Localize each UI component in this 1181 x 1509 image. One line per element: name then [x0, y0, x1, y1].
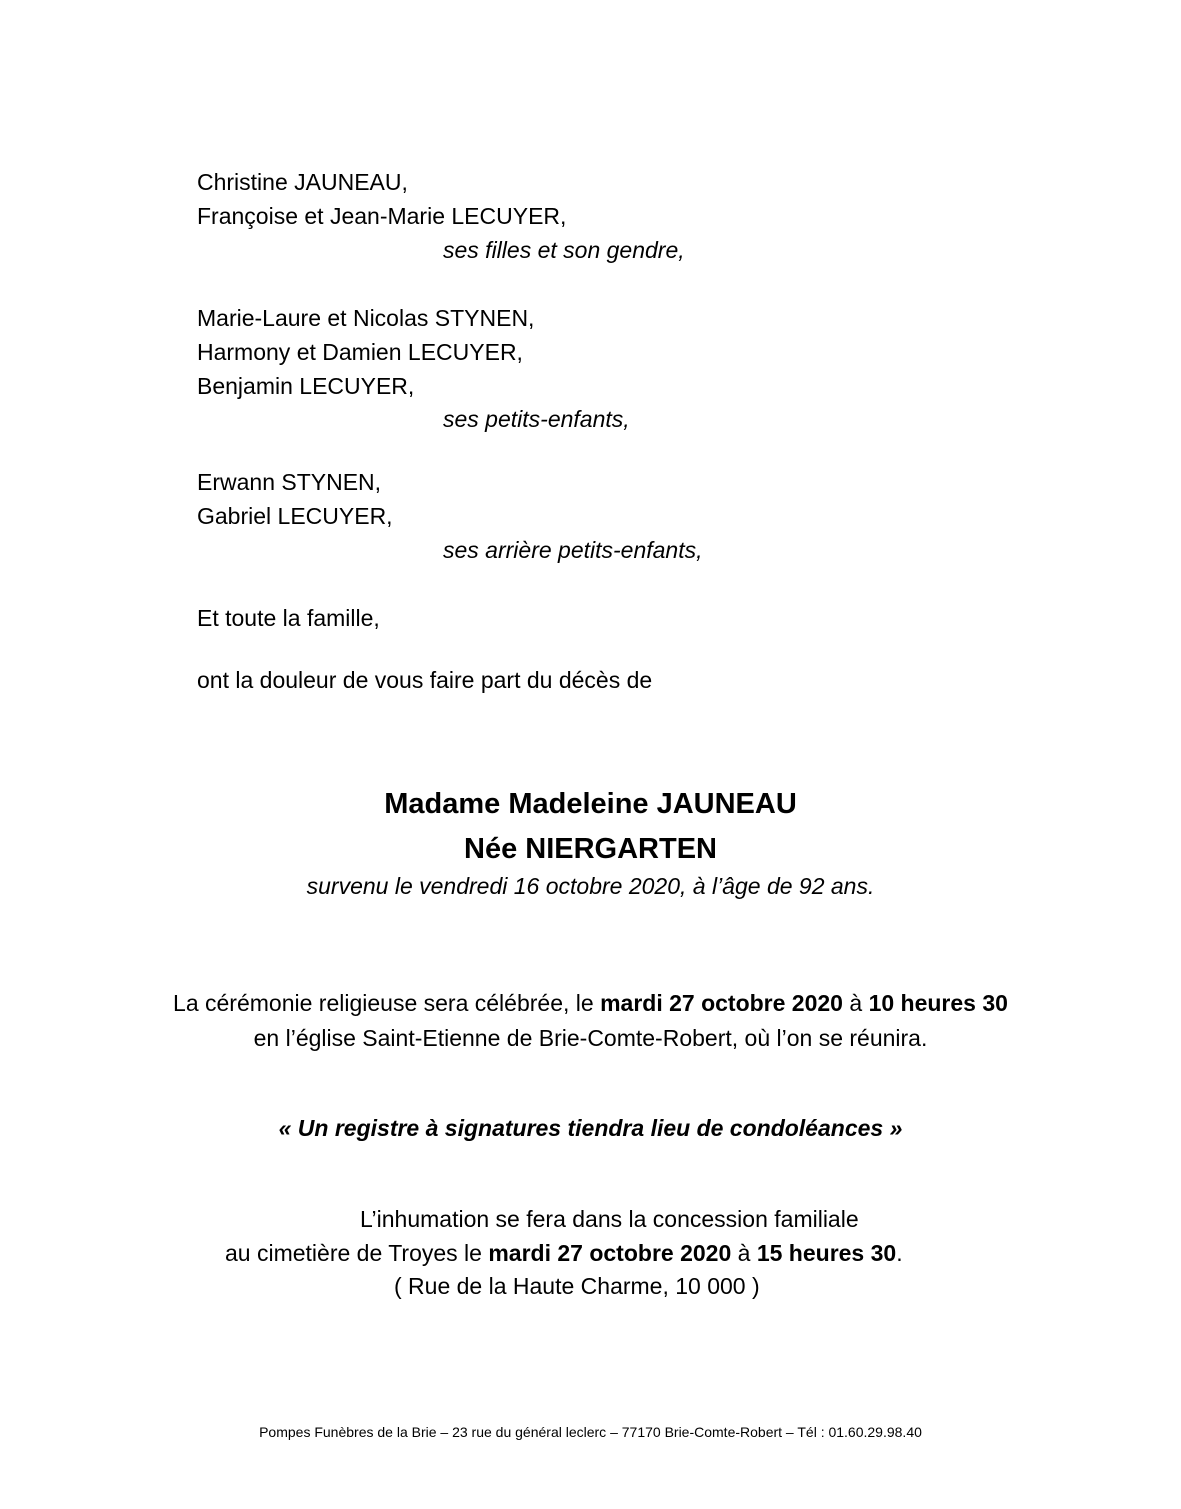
- ceremony-text: La cérémonie religieuse sera célébrée, le: [173, 990, 601, 1016]
- death-info: survenu le vendredi 16 octobre 2020, à l’âge de 92 ans.: [306, 873, 875, 899]
- family-grandchild-3: Benjamin LECUYER,: [197, 373, 415, 399]
- ceremony-location: en l’église Saint-Etienne de Brie-Comte-Robert, où l’on se réunira.: [253, 1025, 928, 1051]
- family-grandchild-1: Marie-Laure et Nicolas STYNEN,: [197, 305, 535, 331]
- family-daughter-2: Françoise et Jean-Marie LECUYER,: [197, 203, 567, 229]
- burial-date: mardi 27 octobre 2020: [488, 1240, 732, 1266]
- ceremony-time: 10 heures 30: [868, 990, 1008, 1016]
- family-great-grandchild-2: Gabriel LECUYER,: [197, 503, 393, 529]
- ceremony-date: mardi 27 octobre 2020: [600, 990, 843, 1016]
- family-great-grandchild-1: Erwann STYNEN,: [197, 469, 382, 495]
- register-note: « Un registre à signatures tiendra lieu de condoléances »: [278, 1115, 903, 1141]
- family-daughter-1: Christine JAUNEAU,: [197, 169, 408, 195]
- deceased-maiden-name: Née NIERGARTEN: [464, 833, 717, 865]
- footer-funeral-home: Pompes Funèbres de la Brie – 23 rue du général leclerc – 77170 Brie-Comte-Robert – Tél : 01.60.29.98.40: [259, 1424, 922, 1440]
- family-grandchild-2: Harmony et Damien LECUYER,: [197, 339, 523, 365]
- burial-at: à: [731, 1240, 757, 1266]
- whole-family: Et toute la famille,: [197, 605, 380, 631]
- burial-time: 15 heures 30: [756, 1240, 897, 1266]
- ceremony-line: [0, 986, 1181, 1020]
- burial-line-1: L’inhumation se fera dans la concession familiale: [360, 1206, 859, 1232]
- deceased-name: Madame Madeleine JAUNEAU: [384, 788, 797, 820]
- burial-period: .: [896, 1240, 903, 1266]
- announcement: ont la douleur de vous faire part du décès de: [197, 667, 653, 693]
- burial-text: au cimetière de Troyes le: [225, 1240, 489, 1266]
- ceremony-at: à: [842, 990, 869, 1016]
- grandchildren-role: ses petits-enfants,: [443, 406, 630, 432]
- daughters-role: ses filles et son gendre,: [443, 237, 685, 263]
- burial-line-2: [225, 1236, 903, 1270]
- burial-address: ( Rue de la Haute Charme, 10 000 ): [394, 1273, 760, 1299]
- great-grandchildren-role: ses arrière petits-enfants,: [443, 537, 703, 563]
